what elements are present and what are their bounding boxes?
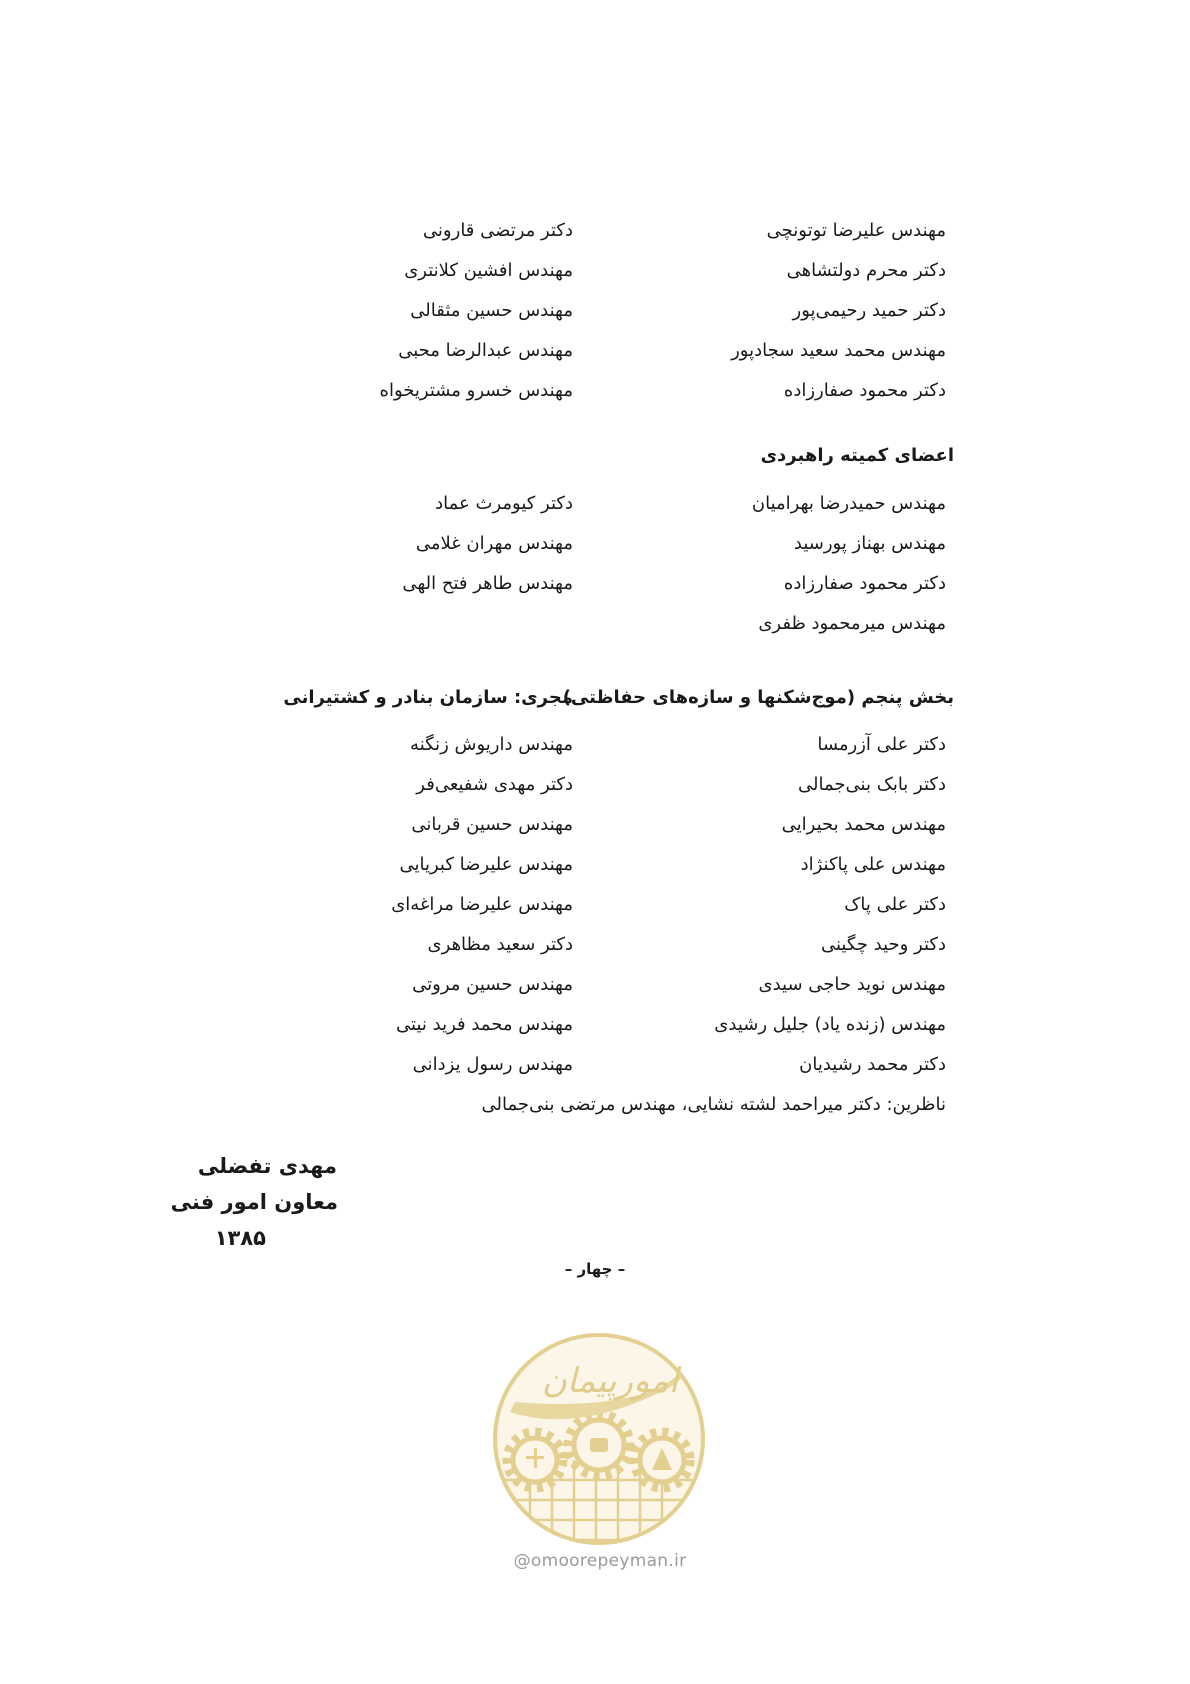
member-name: مهندس بهناز پورسید: [793, 533, 946, 554]
member-name: مهندس خسرو مشتریخواه: [379, 380, 573, 401]
member-name: مهندس حسین قربانی: [411, 814, 573, 835]
member-name: مهندس حسین مروتی: [412, 974, 573, 995]
member-name: مهندس نوید حاجی سیدی: [758, 974, 946, 995]
member-name: دکتر کیومرث عماد: [435, 493, 573, 514]
member-name: دکتر حمید رحیمی‌پور: [792, 300, 946, 321]
section-heading: بخش پنجم (موج‌شکنها و سازه‌های حفاظتی): [562, 687, 954, 708]
member-name: مهندس حسین مثقالی: [410, 300, 573, 321]
member-name: مهندس رسول یزدانی: [412, 1054, 573, 1075]
watermark-site: @omoorepeyman.ir: [513, 1551, 687, 1571]
member-name: دکتر محمود صفارزاده: [783, 380, 946, 401]
member-name: مهندس محمد بحیرایی: [781, 814, 946, 835]
member-name: دکتر مرتضی قارونی: [422, 220, 573, 241]
member-name: دکتر مهدی شفیعی‌فر: [416, 774, 573, 795]
member-name: دکتر وحید چگینی: [820, 934, 946, 955]
member-name: مهندس افشین کلانتری: [404, 260, 573, 281]
member-name: مهندس داریوش زنگنه: [410, 734, 573, 755]
signatory-name: مهدی تفضلی: [197, 1154, 337, 1178]
executor-heading: مجری: سازمان بنادر و کشتیرانی: [283, 687, 573, 708]
member-name: مهندس محمد فرید نیتی: [396, 1014, 573, 1035]
member-name: مهندس مهران غلامی: [415, 533, 573, 554]
member-name: دکتر بابک بنی‌جمالی: [798, 774, 946, 795]
member-name: مهندس میرمحمود ظفری: [758, 613, 946, 634]
member-name: دکتر علی پاک: [844, 894, 946, 915]
signature-year: ۱۳۸۵: [214, 1226, 266, 1250]
signatory-position: معاون امور فنی: [170, 1190, 338, 1214]
page-number: – چهار –: [564, 1260, 626, 1278]
watermark-logo: [490, 1330, 708, 1548]
member-name: مهندس حمیدرضا بهرامیان: [751, 493, 946, 514]
member-name: مهندس (زنده یاد) جلیل رشیدی: [714, 1014, 946, 1035]
supervisors-line: ناظرین: دکتر میراحمد لشته نشایی، مهندس مرتضی بنی‌جمالی: [481, 1094, 946, 1115]
logo-text: امورپیمان: [541, 1361, 679, 1401]
section-heading: اعضای کمیته راهبردی: [760, 445, 954, 466]
member-name: مهندس علیرضا توتونچی: [766, 220, 946, 241]
member-name: دکتر محمود صفارزاده: [783, 573, 946, 594]
member-name: دکتر علی آزرمسا: [817, 734, 946, 755]
member-name: مهندس علی پاکنژاد: [800, 854, 946, 875]
member-name: مهندس علیرضا کبریایی: [399, 854, 573, 875]
member-name: دکتر محمد رشیدیان: [799, 1054, 946, 1075]
member-name: مهندس طاهر فتح الهی: [402, 573, 573, 594]
member-name: مهندس محمد سعید سجادپور: [731, 340, 946, 361]
member-name: مهندس علیرضا مراغه‌ای: [391, 894, 573, 915]
member-name: مهندس عبدالرضا محبی: [398, 340, 573, 361]
member-name: دکتر سعید مظاهری: [427, 934, 573, 955]
member-name: دکتر محرم دولتشاهی: [786, 260, 946, 281]
